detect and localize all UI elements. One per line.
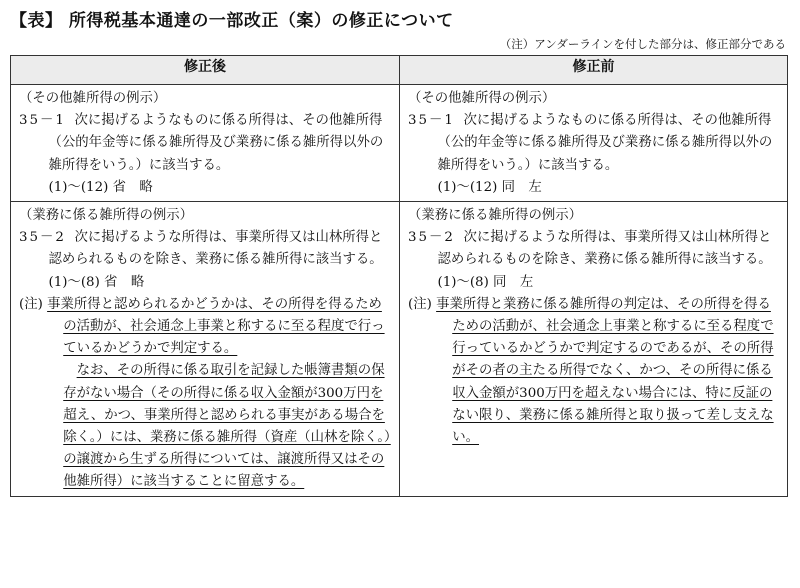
provision-paragraph bbox=[19, 227, 391, 271]
provision-number: 35－1 bbox=[408, 113, 455, 129]
comparison-table bbox=[10, 55, 788, 497]
provision-paragraph bbox=[19, 110, 391, 177]
page-title: 【表】 所得税基本通達の一部改正（案）の修正について bbox=[10, 11, 454, 31]
note-paragraph bbox=[19, 294, 391, 361]
provision-text: 次に掲げるような所得は、事業所得又は山林所得と認められるものを除き、業務に係る雑所得に該当する。 bbox=[437, 230, 772, 268]
provision-text: 次に掲げるようなものに係る所得は、その他雑所得（公的年金等に係る雑所得及び業務に係る雑所得以外の雑所得をいう。）に該当する。 bbox=[48, 113, 384, 173]
note-label: (注) bbox=[19, 296, 43, 312]
sub-item: (1)～(8) 同 左 bbox=[437, 274, 534, 290]
cell-after bbox=[11, 202, 400, 497]
note-label: (注) bbox=[408, 296, 432, 312]
column-header-after: 修正後 bbox=[11, 56, 400, 85]
underline-note: （注）アンダーラインを付した部分は、修正部分である bbox=[499, 37, 786, 51]
section-heading: （業務に係る雑所得の例示） bbox=[408, 208, 583, 224]
sub-item: (1)～(12) 同 左 bbox=[437, 179, 542, 195]
note-paragraph bbox=[408, 294, 779, 449]
provision-text: 次に掲げるようなものに係る所得は、その他雑所得（公的年金等に係る雑所得及び業務に係る雑所得以外の雑所得をいう。）に該当する。 bbox=[437, 113, 773, 173]
provision-paragraph bbox=[408, 110, 779, 177]
sub-item: (1)～(12) 省 略 bbox=[48, 179, 153, 195]
note-continuation bbox=[19, 360, 391, 493]
header-row bbox=[11, 56, 788, 85]
provision-paragraph bbox=[408, 227, 779, 271]
cell-before bbox=[400, 202, 788, 497]
table-row bbox=[11, 85, 788, 202]
cell-after bbox=[11, 85, 400, 202]
table-row bbox=[11, 202, 788, 497]
provision-number: 35－2 bbox=[408, 230, 455, 246]
section-heading: （その他雑所得の例示） bbox=[19, 91, 167, 106]
provision-number: 35－1 bbox=[19, 113, 66, 129]
note-text-underlined: 事業所得と業務に係る雑所得の判定は、その所得を得るための活動が、社会通念上事業と称するに至る程度で行っているかどうかで判定するのであるが、その所得がその者の主たる所得でなく、かつ、その所得に係る収入金額が300万円を超えない場合には、特に反証のない限り、業務に係る雑所得と取り扱って差し支えない。 bbox=[436, 296, 774, 446]
provision-number: 35－2 bbox=[19, 230, 66, 246]
note-text-underlined: 事業所得と認められるかどうかは、その所得を得るための活動が、社会通念上事業と称するに至る程度で行っているかどうかで判定する。 bbox=[47, 296, 385, 357]
section-heading: （その他雑所得の例示） bbox=[408, 91, 556, 106]
cell-before bbox=[400, 85, 788, 202]
provision-text: 次に掲げるような所得は、事業所得又は山林所得と認められるものを除き、業務に係る雑所得に該当する。 bbox=[48, 230, 383, 268]
note-extra-underlined: なお、その所得に係る取引を記録した帳簿書類の保存がない場合（その所得に係る収入金額が300万円を超え、かつ、事業所得と認められる事実がある場合を除く。）には、業務に係る雑所得（資産（山林を除く。）の譲渡から生ずる所得については、譲渡所得又はその他雑所得）に該当することに留意する。 bbox=[63, 363, 391, 490]
column-header-before: 修正前 bbox=[400, 56, 788, 85]
section-heading: （業務に係る雑所得の例示） bbox=[19, 208, 194, 224]
sub-item: (1)～(8) 省 略 bbox=[48, 274, 145, 290]
